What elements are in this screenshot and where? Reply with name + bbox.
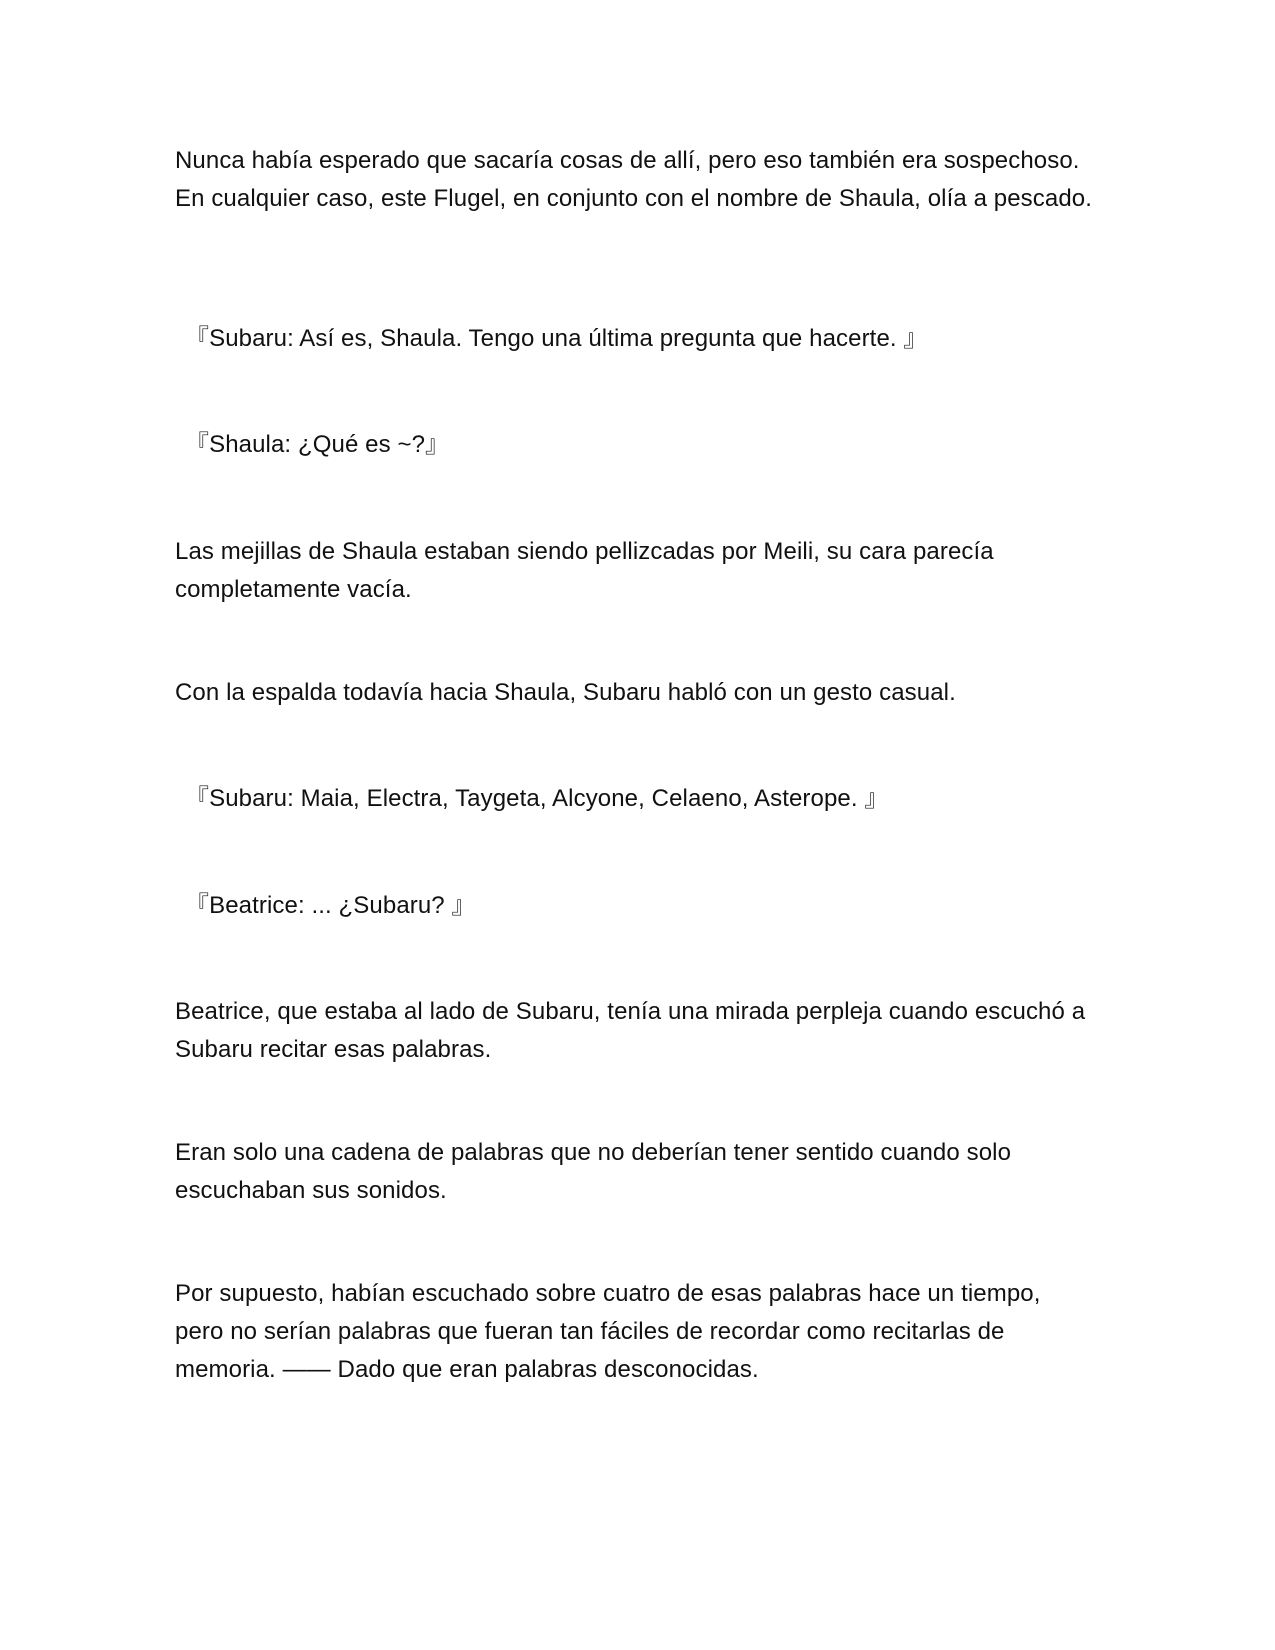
paragraph-6: Por supuesto, habían escuchado sobre cuatro de esas palabras hace un tiempo, pero no serían palabras que fueran tan fáciles de recordar como recitarlas de memoria. —— Dado que eran palabras desconocidas. (175, 1280, 1041, 1383)
dialogue-subaru-1: 『Subaru: Así es, Shaula. Tengo una última pregunta que hacerte. 』 (185, 325, 928, 352)
dialogue-subaru-2: 『Subaru: Maia, Electra, Taygeta, Alcyone, Celaeno, Asterope. 』 (185, 785, 889, 812)
paragraph-5: Eran solo una cadena de palabras que no deberían tener sentido cuando solo escuchaban sus sonidos. (175, 1139, 1012, 1204)
paragraph-1: Nunca había esperado que sacaría cosas de allí, pero eso también era sospechoso. En cualquier caso, este Flugel, en conjunto con el nombre de Shaula, olía a pescado. (175, 147, 1092, 212)
paragraph-2: Las mejillas de Shaula estaban siendo pellizcadas por Meili, su cara parecía completamente vacía. (175, 538, 994, 603)
paragraph-3: Con la espalda todavía hacia Shaula, Subaru habló con un gesto casual. (175, 679, 956, 706)
dialogue-beatrice: 『Beatrice: ... ¿Subaru? 』 (185, 892, 476, 919)
dialogue-shaula: 『Shaula: ¿Qué es ~?』 (185, 431, 450, 458)
paragraph-4: Beatrice, que estaba al lado de Subaru, tenía una mirada perpleja cuando escuchó a Subaru recitar esas palabras. (175, 998, 1086, 1063)
